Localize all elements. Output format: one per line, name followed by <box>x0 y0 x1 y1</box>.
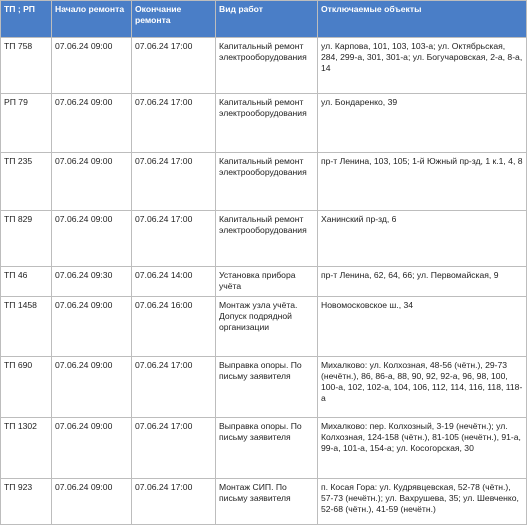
cell-work-type: Капитальный ремонт электрооборудования <box>216 94 318 153</box>
table-row <box>1 418 527 479</box>
table-row <box>1 211 527 267</box>
table-row <box>1 153 527 211</box>
cell-end: 07.06.24 17:00 <box>132 211 216 267</box>
header-end: Окончание ремонта <box>132 1 216 38</box>
cell-objects: пр-т Ленина, 103, 105; 1-й Южный пр-зд, 1 к.1, 4, 8 <box>318 153 527 211</box>
cell-substation: РП 79 <box>1 94 52 153</box>
table-row <box>1 38 527 94</box>
cell-substation: ТП 758 <box>1 38 52 94</box>
cell-work-type: Выправка опоры. По письму заявителя <box>216 418 318 479</box>
cell-substation: ТП 829 <box>1 211 52 267</box>
cell-start: 07.06.24 09:00 <box>52 418 132 479</box>
cell-end: 07.06.24 16:00 <box>132 297 216 357</box>
header-start: Начало ремонта <box>52 1 132 38</box>
cell-substation: ТП 46 <box>1 267 52 297</box>
cell-objects: Михалково: ул. Колхозная, 48-56 (чётн.), 29-73 (нечётн.), 86, 86-а, 88, 90, 92, 92-а, 96, 98, 100, 100-а, 102, 102-а, 104, 106, 112, 114, 116, 118, 118-а <box>318 357 527 418</box>
cell-work-type: Капитальный ремонт электрооборудования <box>216 38 318 94</box>
cell-end: 07.06.24 17:00 <box>132 38 216 94</box>
cell-end: 07.06.24 17:00 <box>132 357 216 418</box>
cell-objects: п. Косая Гора: ул. Кудрявцевская, 52-78 (чётн.), 57-73 (нечётн.); ул. Вахрушева, 35; ул. Шевченко, 52-68 (чётн.), 41-59 (нечётн.) <box>318 479 527 525</box>
cell-substation: ТП 235 <box>1 153 52 211</box>
cell-objects: ул. Карпова, 101, 103, 103-а; ул. Октябрьская, 284, 299-а, 301, 301-а; ул. Богучаровская, 2-а, 8-а, 14 <box>318 38 527 94</box>
cell-start: 07.06.24 09:00 <box>52 211 132 267</box>
cell-work-type: Монтаж СИП. По письму заявителя <box>216 479 318 525</box>
cell-substation: ТП 690 <box>1 357 52 418</box>
cell-objects: Новомосковское ш., 34 <box>318 297 527 357</box>
cell-start: 07.06.24 09:00 <box>52 38 132 94</box>
cell-objects: пр-т Ленина, 62, 64, 66; ул. Первомайская, 9 <box>318 267 527 297</box>
cell-start: 07.06.24 09:00 <box>52 94 132 153</box>
cell-work-type: Капитальный ремонт электрооборудования <box>216 153 318 211</box>
cell-objects: Михалково: пер. Колхозный, 3-19 (нечётн.); ул. Колхозная, 124-158 (чётн.), 81-105 (нечётн.), 91-а, 99-а, 101-а, 154-а; ул. Косогорская, 30 <box>318 418 527 479</box>
cell-objects: Ханинский пр-зд, 6 <box>318 211 527 267</box>
cell-work-type: Выправка опоры. По письму заявителя <box>216 357 318 418</box>
cell-end: 07.06.24 17:00 <box>132 94 216 153</box>
cell-work-type: Монтаж узла учёта. Допуск подрядной организации <box>216 297 318 357</box>
table-row <box>1 479 527 525</box>
cell-start: 07.06.24 09:00 <box>52 297 132 357</box>
cell-end: 07.06.24 17:00 <box>132 479 216 525</box>
header-work-type: Вид работ <box>216 1 318 38</box>
cell-start: 07.06.24 09:30 <box>52 267 132 297</box>
cell-objects: ул. Бондаренко, 39 <box>318 94 527 153</box>
cell-end: 07.06.24 17:00 <box>132 153 216 211</box>
cell-start: 07.06.24 09:00 <box>52 479 132 525</box>
cell-start: 07.06.24 09:00 <box>52 153 132 211</box>
table-row <box>1 94 527 153</box>
cell-substation: ТП 923 <box>1 479 52 525</box>
table-header-row <box>1 1 527 38</box>
cell-substation: ТП 1302 <box>1 418 52 479</box>
cell-substation: ТП 1458 <box>1 297 52 357</box>
cell-work-type: Установка прибора учёта <box>216 267 318 297</box>
cell-end: 07.06.24 17:00 <box>132 418 216 479</box>
header-substation: ТП ; РП <box>1 1 52 38</box>
table-row <box>1 357 527 418</box>
header-objects: Отключаемые объекты <box>318 1 527 38</box>
cell-end: 07.06.24 14:00 <box>132 267 216 297</box>
cell-work-type: Капитальный ремонт электрооборудования <box>216 211 318 267</box>
table-row <box>1 267 527 297</box>
table-row <box>1 297 527 357</box>
cell-start: 07.06.24 09:00 <box>52 357 132 418</box>
